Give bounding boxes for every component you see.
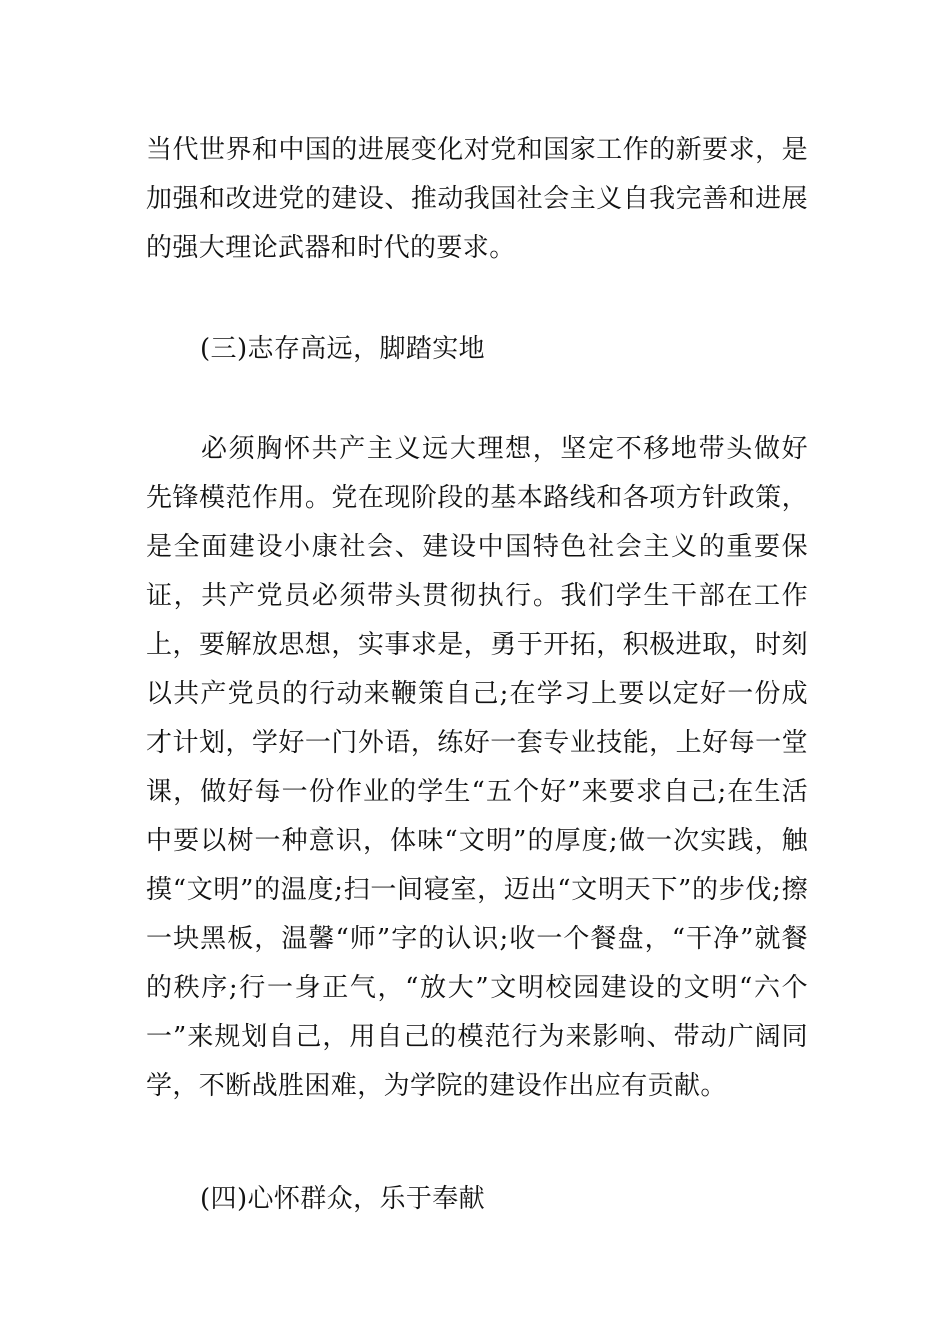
section-heading-4: (四)心怀群众，乐于奉献 bbox=[200, 1184, 486, 1214]
paragraph-body: 必须胸怀共产主义远大理想，坚定不移地带头做好先锋模范作用。党在现阶段的基本路线和各项方针政策，是全面建设小康社会、建设中国特色社会主义的重要保证，共产党员必须带头贯彻执行。我们学生干部在工作上，要解放思想，实事求是，勇于开拓，积极进取，时刻以共产党员的行动来鞭策自己;在学习上要以定好一份成才计划，学好一门外语，练好一套专业技能，上好每一堂课，做好每一份作业的学生“五个好”来要求自己;在生活中要以树一种意识，体味“文明”的厚度;做一次实践，触摸“文明”的温度;扫一间寝室，迈出“文明天下”的步伐;擦一块黑板，温馨“师”字的认识;收一个餐盘，“干净”就餐的秩序;行一身正气，“放大”文明校园建设的文明“六个一”来规划自己，用自己的模范行为来影响、带动广阔同学，不断战胜困难，为学院的建设作出应有贡献。 bbox=[146, 434, 808, 1101]
paragraph-continuation: 当代世界和中国的进展变化对党和国家工作的新要求，是加强和改进党的建设、推动我国社会主义自我完善和进展的强大理论武器和时代的要求。 bbox=[146, 135, 808, 263]
section-heading-3: (三)志存高远，脚踏实地 bbox=[200, 334, 486, 364]
